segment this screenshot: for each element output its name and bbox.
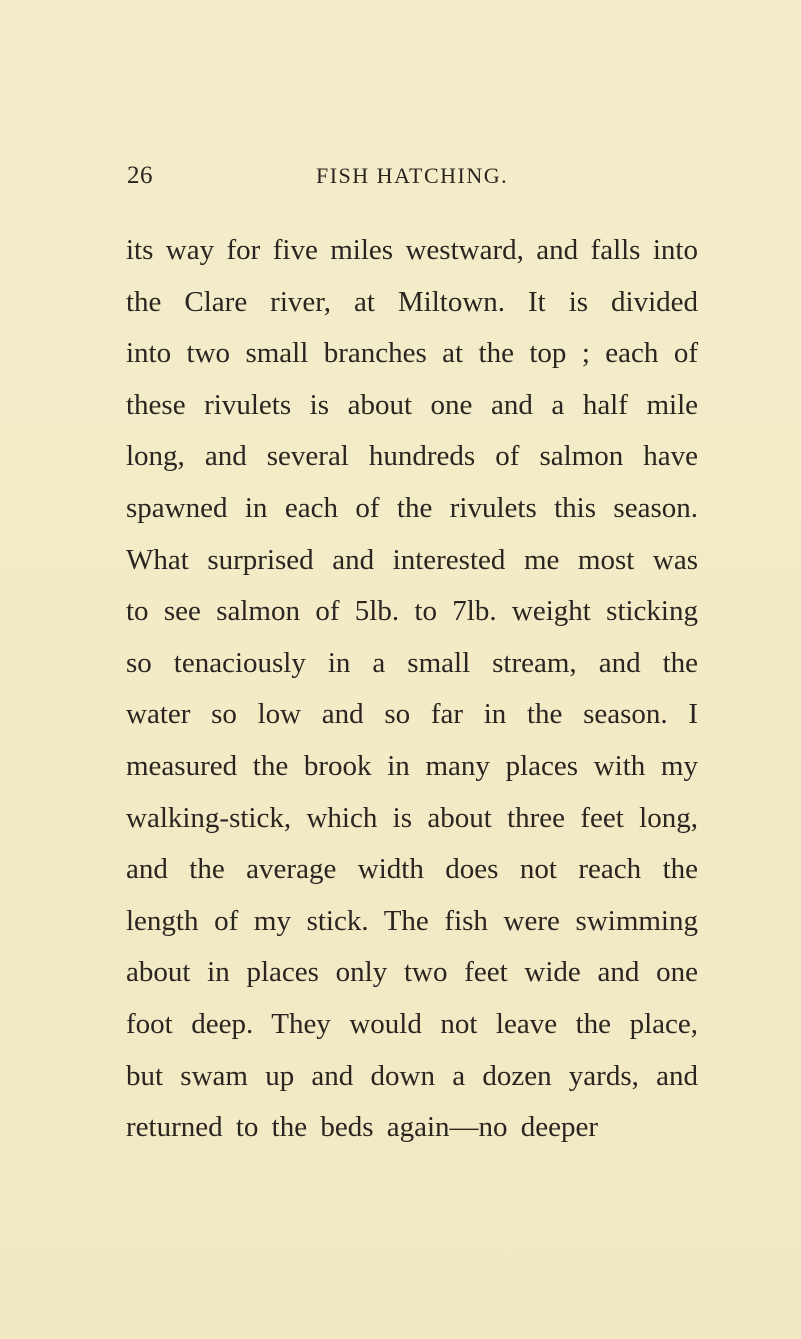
running-header <box>127 156 697 196</box>
text-line: water so low and so far in the season. I <box>126 698 698 731</box>
text-line: its way for five miles westward, and falls into <box>126 234 698 266</box>
text-line: but swam up and down a dozen yards, and <box>126 1059 698 1092</box>
text-line: returned to the beds again—no deeper <box>126 1111 599 1144</box>
text-line: to see salmon of 5lb. to 7lb. weight sticking <box>126 595 698 628</box>
text-line: the Clare river, at Miltown. It is divided <box>126 285 698 318</box>
text-line: foot deep. They would not leave the place, <box>126 1007 698 1040</box>
text-line: about in places only two feet wide and one <box>126 956 698 989</box>
text-line: walking-stick, which is about three feet long, <box>126 801 698 834</box>
text-line: spawned in each of the rivulets this season. <box>126 491 698 524</box>
running-title: FISH HATCHING. <box>316 163 509 188</box>
text-line: and the average width does not reach the <box>126 853 698 886</box>
text-line: so tenaciously in a small stream, and the <box>126 646 698 679</box>
text-line: these rivulets is about one and a half mile <box>126 388 698 421</box>
page-number: 26 <box>127 162 153 189</box>
body-paragraph <box>126 225 698 1154</box>
text-line: into two small branches at the top ; each of <box>126 337 698 370</box>
text-line: length of my stick. The fish were swimming <box>126 904 698 937</box>
text-line: long, and several hundreds of salmon have <box>126 440 698 473</box>
text-line: What surprised and interested me most was <box>126 543 698 576</box>
text-line: measured the brook in many places with my <box>126 749 698 782</box>
